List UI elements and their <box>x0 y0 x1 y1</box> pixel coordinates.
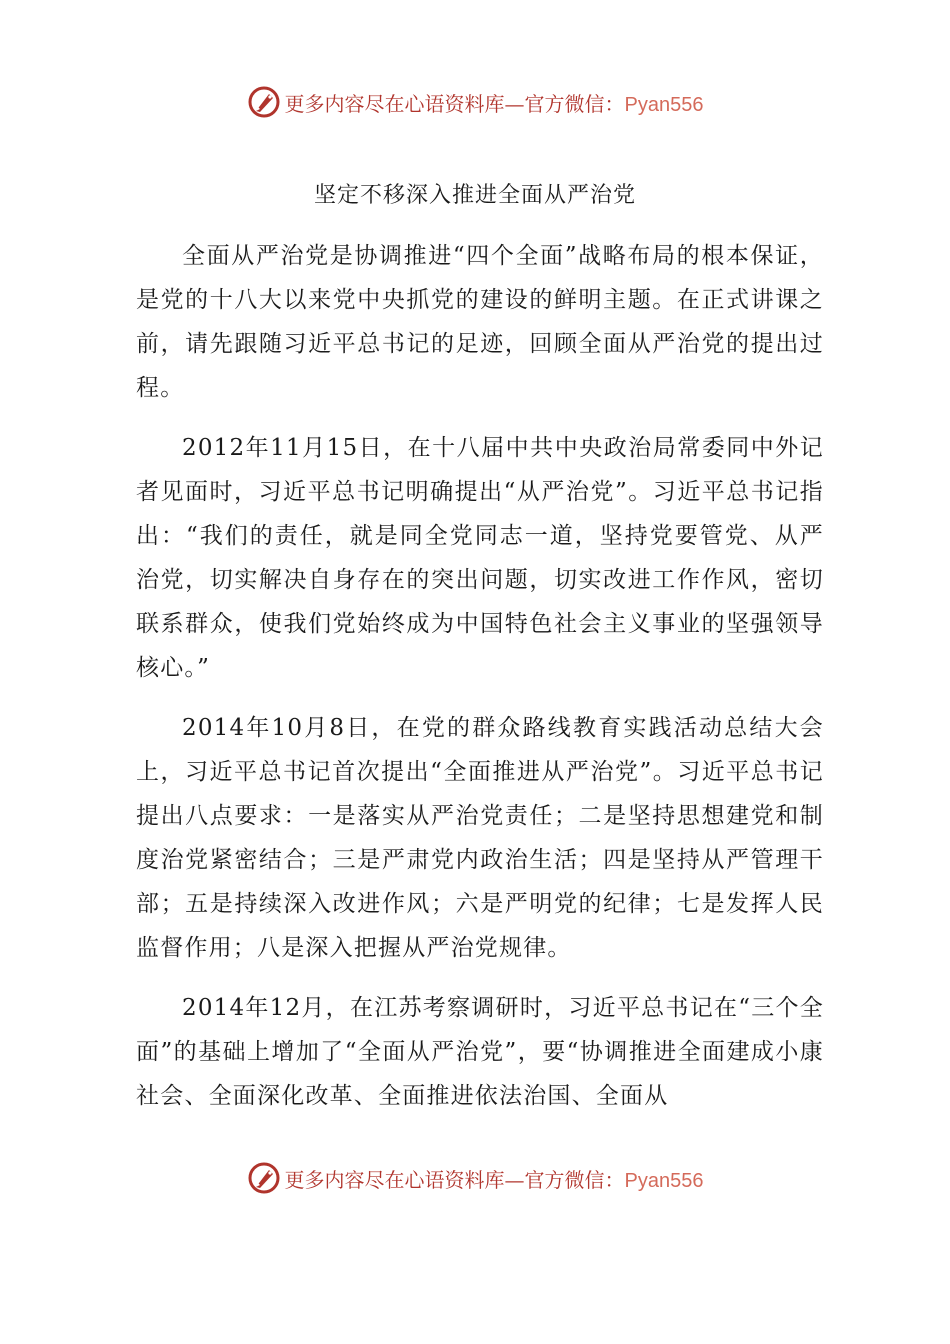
footer-dash: — <box>504 1167 525 1192</box>
header-weixin-id: Pyan556 <box>624 93 704 116</box>
footer-banner-text <box>285 1164 704 1193</box>
header-weixin-label: 官方微信： <box>524 91 625 116</box>
footer-banner <box>0 1158 950 1198</box>
footer-weixin-id: Pyan556 <box>624 1169 704 1192</box>
header-banner-text <box>285 88 704 117</box>
header-banner <box>0 82 950 122</box>
paragraph-3: 2014年10月8日，在党的群众路线教育实践活动总结大会上，习近平总书记首次提出“全面推进从严治党”。习近平总书记提出八点要求：一是落实从严治党责任；二是坚持思想建党和制度治党紧密结合；三是严肃党内政治生活；四是坚持从严管理干部；五是持续深入改进作风；六是严明党的纪律；七是发挥人民监督作用；八是深入把握从严治党规律。 <box>136 715 824 961</box>
paragraph-2: 2012年11月15日，在十八届中共中央政治局常委同中外记者见面时，习近平总书记明确提出“从严治党”。习近平总书记指出：“我们的责任，就是同全党同志一道，坚持党要管党、从严治党，切实解决自身存在的突出问题，切实改进工作作风，密切联系群众，使我们党始终成为中国特色社会主义事业的坚强领导核心。” <box>136 435 824 681</box>
pen-logo-icon <box>247 1161 281 1195</box>
footer-library-text: 更多内容尽在心语资料库 <box>284 1167 505 1192</box>
header-library-text: 更多内容尽在心语资料库 <box>284 91 505 116</box>
pen-logo-icon <box>247 85 281 119</box>
document-title: 坚定不移深入推进全面从严治党 <box>313 183 636 208</box>
document-body <box>136 234 824 1134</box>
footer-weixin-label: 官方微信： <box>524 1167 625 1192</box>
paragraph-4: 2014年12月，在江苏考察调研时，习近平总书记在“三个全面”的基础上增加了“全面从严治党”，要“协调推进全面建成小康社会、全面深化改革、全面推进依法治国、全面从 <box>136 995 824 1109</box>
header-dash: — <box>504 91 525 116</box>
paragraph-1: 全面从严治党是协调推进“四个全面”战略布局的根本保证，是党的十八大以来党中央抓党的建设的鲜明主题。在正式讲课之前，请先跟随习近平总书记的足迹，回顾全面从严治党的提出过程。 <box>136 243 824 401</box>
